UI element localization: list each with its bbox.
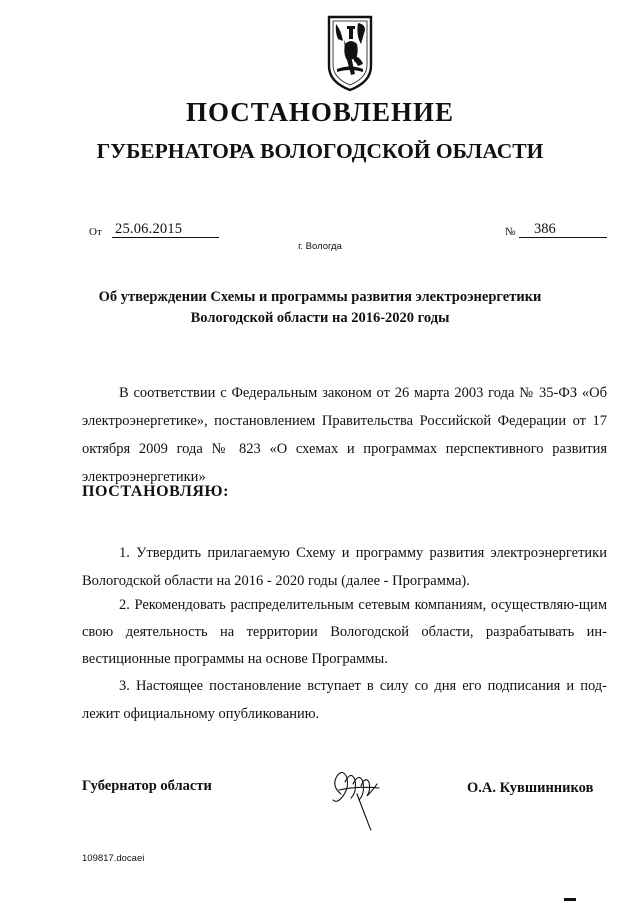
document-title: ПОСТАНОВЛЕНИЕ xyxy=(185,97,455,127)
document-subject xyxy=(0,287,640,329)
subject-line-2: Вологодской области на 2016-2020 годы xyxy=(190,310,450,326)
scan-mark xyxy=(564,898,576,901)
decree-heading: ПОСТАНОВЛЯЮ: xyxy=(82,483,230,500)
subject-line-1: Об утверждении Схемы и программы развития электроэнергетики xyxy=(98,289,542,305)
decree-item-1: 1. Утвердить прилагаемую Схему и программу развития электроэнергетики Вологодской области на 2016 - 2020 годы (далее - Программа). xyxy=(82,545,607,589)
preamble-paragraph: В соответствии с Федеральным законом от 26 марта 2003 года № 35-ФЗ «Об электроэнергетике», постановлением Правительства Российской Федерации от 17 октября 2009 года № 823 «О схемах и программах перспективного развития электроэнергетики» xyxy=(82,385,607,485)
document-number: 386 xyxy=(519,221,607,238)
city-label: г. Вологда xyxy=(298,241,342,252)
decree-item-2: 2. Рекомендовать распределительным сетевым компаниям, осуществляю-щим свою деятельность на территории Вологодской области, разрабатывать ин-вестиционные программы на основе Программы. xyxy=(82,597,607,667)
signatory-title: Губернатор области xyxy=(82,778,212,794)
date-label: От xyxy=(89,226,102,238)
document-subtitle: ГУБЕРНАТОРА ВОЛОГОДСКОЙ ОБЛАСТИ xyxy=(96,139,544,163)
coat-of-arms-icon xyxy=(325,14,375,92)
signature-icon xyxy=(327,760,389,832)
file-reference: 109817.docaei xyxy=(82,853,145,864)
date-number-row xyxy=(89,221,607,243)
document-date: 25.06.2015 xyxy=(112,221,219,238)
signatory-name: О.А. Кувшинников xyxy=(467,780,594,796)
decree-item-3: 3. Настоящее постановление вступает в силу со дня его подписания и под-лежит официальному опубликованию. xyxy=(82,678,607,722)
number-label: № xyxy=(505,226,516,238)
